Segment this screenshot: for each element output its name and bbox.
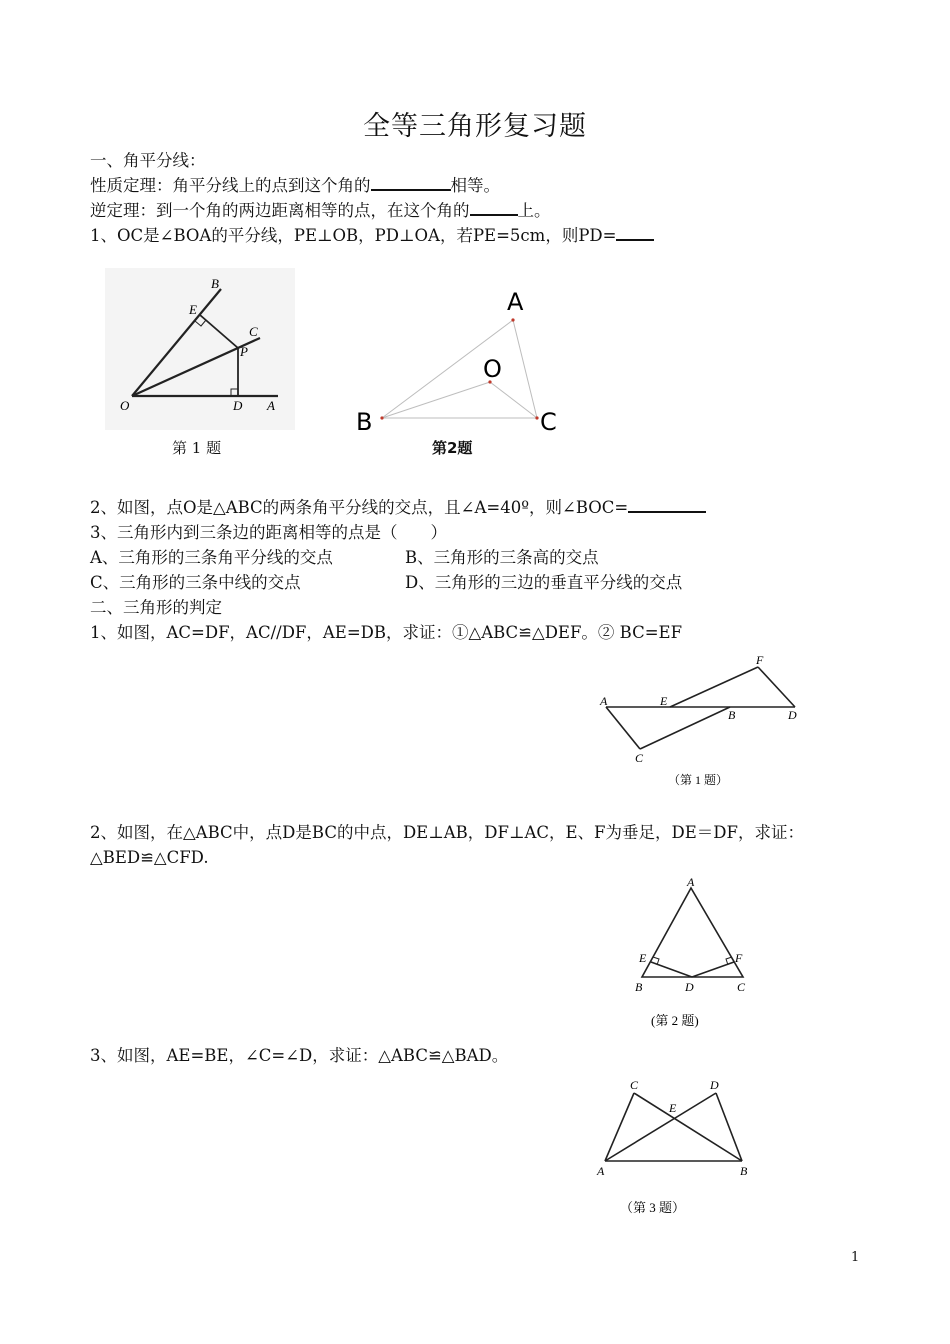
option-b: B、三角形的三条高的交点 [405,548,599,567]
segment-ac [606,707,640,749]
section1-heading: 一、角平分线： [90,151,206,170]
label-d: D [233,398,243,413]
label-a: A [600,694,608,708]
point-c [535,416,538,419]
question-2-text: 2、如图，点O是△ABC的两条角平分线的交点，且∠A=40º，则∠BOC= [90,498,629,517]
proof-3: 3、如图，AE=BE，∠C=∠D，求证：△ABC≌△BAD。 [90,1046,509,1065]
label-c: C [249,324,258,339]
label-b: B [728,708,736,722]
property-blank [371,175,451,191]
label-a: A [597,1164,605,1178]
proof-2-line-1: 2、如图，在△ABC中，点D是BC的中点，DE⊥AB，DF⊥AC，E、F为垂足，DE＝DF，求证： [90,823,804,842]
proof-3-figure [590,1075,765,1220]
question-3: 3、三角形内到三条边的距离相等的点是（ ） [90,523,447,542]
label-a: A [507,288,524,316]
label-d: D [710,1078,719,1092]
label-c: C [737,980,746,994]
question-1-blank [616,225,654,241]
question-2 [90,497,706,519]
property-suffix: 相等。 [450,176,500,195]
converse-suffix: 上。 [517,201,551,220]
segment-bo [382,382,490,418]
segment-db [716,1093,742,1161]
label-e: E [669,1101,677,1115]
segment-ad [605,1093,716,1161]
point-b [380,416,383,419]
label-b: B [356,408,373,436]
label-b: B [211,276,219,291]
segment-fd [758,667,795,707]
proof-1: 1、如图，AC=DF，AC//DF，AE=DB，求证：①△ABC≌△DEF。② BC=EF [90,623,683,642]
converse-blank [470,200,518,216]
section2-heading: 二、三角形的判定 [90,598,222,617]
segment-cb [634,1093,742,1161]
proof-1-caption: （第 1 题） [668,773,729,787]
label-c: C [635,751,644,765]
triangle-abc [382,320,537,418]
figure-2-triangle [350,282,570,442]
label-p: P [240,344,248,359]
label-e: E [639,951,647,965]
figure-1-angle-bisector [105,268,295,430]
option-d: D、三角形的三边的垂直平分线的交点 [405,573,683,592]
question-2-blank [628,497,706,513]
converse-prefix: 逆定理：到一个角的两边距离相等的点，在这个角的 [90,201,470,220]
label-a: A [267,398,275,413]
proof-3-caption: （第 3 题） [620,1200,686,1215]
page-number: 1 [851,1250,860,1265]
option-a: A、三角形的三条角平分线的交点 [90,548,333,567]
proof-2-line-2: △BED≌△CFD. [90,848,209,867]
segment-ac [605,1093,634,1161]
label-b: B [740,1164,748,1178]
label-f: F [756,653,764,667]
label-f: F [735,951,743,965]
property-prefix: 性质定理：角平分线上的点到这个角的 [90,176,371,195]
figure-2-caption: 第2题 [432,439,473,457]
question-1 [90,225,654,247]
figure-1-caption: 第 1 题 [172,439,222,457]
proof-2-figure [625,875,765,1035]
label-e: E [660,694,668,708]
label-o: O [120,398,130,413]
proof-1-figure [590,650,810,795]
question-1-text: 1、OC是∠BOA的平分线，PE⊥OB，PD⊥OA，若PE=5cm，则PD= [90,226,617,245]
label-d: D [685,980,694,994]
option-c: C、三角形的三条中线的交点 [90,573,301,592]
label-a: A [687,875,695,889]
label-o: O [483,355,502,383]
property-theorem [90,175,500,197]
label-c: C [540,408,557,436]
converse-theorem [90,200,551,222]
label-b: B [635,980,643,994]
page-title: 全等三角形复习题 [363,111,587,142]
label-c: C [630,1078,639,1092]
proof-2-caption: (第 2 题) [651,1013,699,1028]
segment-cb [640,707,730,749]
label-d: D [788,708,797,722]
point-a [511,318,514,321]
label-e: E [189,302,197,317]
segment-ef [670,667,758,707]
